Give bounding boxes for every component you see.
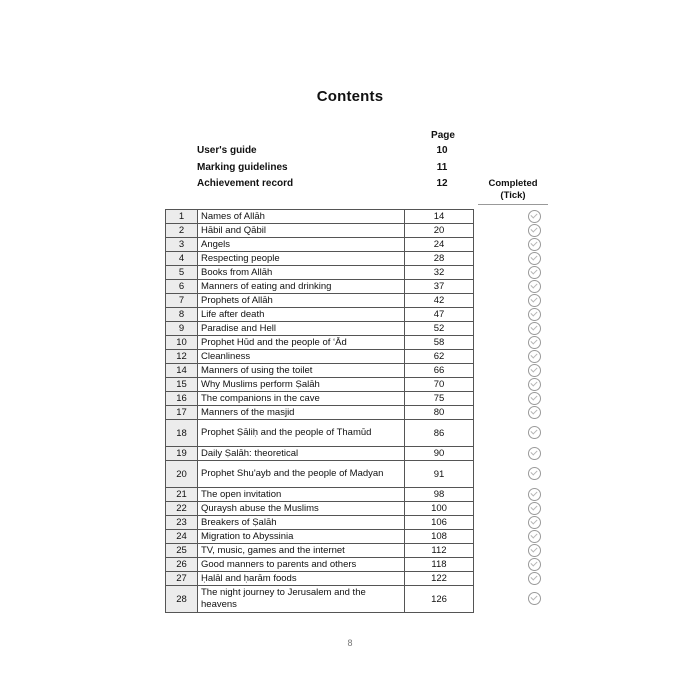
table-row	[166, 210, 565, 224]
table-row	[166, 530, 565, 544]
completed-cell	[474, 558, 565, 572]
lesson-title: Names of Allāh	[198, 210, 405, 224]
front-matter-page: 11	[436, 162, 448, 173]
checkmark-circle-icon[interactable]	[528, 238, 541, 251]
front-matter-label: User's guide	[197, 145, 257, 156]
table-row	[166, 336, 565, 350]
completed-cell	[474, 280, 565, 294]
lesson-title: Quraysh abuse the Muslims	[198, 502, 405, 516]
checkmark-circle-icon[interactable]	[528, 350, 541, 363]
front-matter-row	[197, 178, 467, 193]
contents-table	[165, 209, 565, 613]
checkmark-circle-icon[interactable]	[528, 426, 541, 439]
lesson-number: 1	[166, 210, 198, 224]
lesson-page: 98	[405, 488, 474, 502]
checkmark-circle-icon[interactable]	[528, 308, 541, 321]
checkmark-circle-icon[interactable]	[528, 592, 541, 605]
lesson-page: 20	[405, 224, 474, 238]
checkmark-circle-icon[interactable]	[528, 544, 541, 557]
front-matter-row	[197, 145, 467, 160]
lesson-page: 91	[405, 461, 474, 488]
lesson-page: 47	[405, 308, 474, 322]
lesson-number: 26	[166, 558, 198, 572]
lesson-title: Breakers of Ṣalāh	[198, 516, 405, 530]
checkmark-circle-icon[interactable]	[528, 406, 541, 419]
table-row	[166, 224, 565, 238]
lesson-number: 15	[166, 378, 198, 392]
lesson-number: 19	[166, 447, 198, 461]
completed-cell	[474, 392, 565, 406]
checkmark-circle-icon[interactable]	[528, 336, 541, 349]
front-matter-label: Marking guidelines	[197, 162, 288, 173]
table-row	[166, 350, 565, 364]
checkmark-circle-icon[interactable]	[528, 266, 541, 279]
lesson-title: Prophet Hūd and the people of ‘Ād	[198, 336, 405, 350]
lesson-page: 32	[405, 266, 474, 280]
lesson-title: Migration to Abyssinia	[198, 530, 405, 544]
lesson-number: 9	[166, 322, 198, 336]
lesson-page: 80	[405, 406, 474, 420]
table-row	[166, 516, 565, 530]
lesson-number: 3	[166, 238, 198, 252]
lesson-title: Cleanliness	[198, 350, 405, 364]
lesson-title: Hābil and Qābil	[198, 224, 405, 238]
lesson-number: 17	[166, 406, 198, 420]
checkmark-circle-icon[interactable]	[528, 224, 541, 237]
lesson-page: 100	[405, 502, 474, 516]
table-row	[166, 406, 565, 420]
completed-cell	[474, 294, 565, 308]
lesson-title: Prophet Shu'ayb and the people of Madyan	[198, 461, 405, 488]
checkmark-circle-icon[interactable]	[528, 210, 541, 223]
completed-cell	[474, 447, 565, 461]
lesson-page: 75	[405, 392, 474, 406]
lesson-page: 122	[405, 572, 474, 586]
checkmark-circle-icon[interactable]	[528, 488, 541, 501]
completed-cell	[474, 378, 565, 392]
completed-cell	[474, 530, 565, 544]
checkmark-circle-icon[interactable]	[528, 530, 541, 543]
lesson-number: 20	[166, 461, 198, 488]
checkmark-circle-icon[interactable]	[528, 294, 541, 307]
table-row	[166, 294, 565, 308]
table-row	[166, 461, 565, 488]
lesson-page: 108	[405, 530, 474, 544]
checkmark-circle-icon[interactable]	[528, 467, 541, 480]
lesson-number: 23	[166, 516, 198, 530]
page-title: Contents	[316, 88, 384, 105]
lesson-page: 24	[405, 238, 474, 252]
checkmark-circle-icon[interactable]	[528, 252, 541, 265]
completed-cell	[474, 224, 565, 238]
lesson-page: 106	[405, 516, 474, 530]
lesson-title: Prophets of Allāh	[198, 294, 405, 308]
completed-cell	[474, 544, 565, 558]
completed-cell	[474, 308, 565, 322]
lesson-title: The night journey to Jerusalem and the heavens	[198, 586, 405, 613]
completed-cell	[474, 322, 565, 336]
lesson-number: 4	[166, 252, 198, 266]
table-row	[166, 502, 565, 516]
lesson-title: Prophet Ṣāliḥ and the people of Thamūd	[198, 420, 405, 447]
completed-cell	[474, 364, 565, 378]
lesson-title: The companions in the cave	[198, 392, 405, 406]
lesson-title: The open invitation	[198, 488, 405, 502]
lesson-title: Books from Allāh	[198, 266, 405, 280]
completed-cell	[474, 406, 565, 420]
completed-cell	[474, 252, 565, 266]
completed-column-heading	[478, 178, 548, 202]
table-row	[166, 378, 565, 392]
checkmark-circle-icon[interactable]	[528, 364, 541, 377]
lesson-title: Manners of the masjid	[198, 406, 405, 420]
lesson-page: 112	[405, 544, 474, 558]
lesson-page: 14	[405, 210, 474, 224]
checkmark-circle-icon[interactable]	[528, 322, 541, 335]
table-row	[166, 252, 565, 266]
completed-cell	[474, 461, 565, 488]
lesson-title: Good manners to parents and others	[198, 558, 405, 572]
checkmark-circle-icon[interactable]	[528, 502, 541, 515]
lesson-number: 10	[166, 336, 198, 350]
lesson-number: 22	[166, 502, 198, 516]
checkmark-circle-icon[interactable]	[528, 378, 541, 391]
table-row	[166, 238, 565, 252]
lesson-number: 7	[166, 294, 198, 308]
lesson-title: Why Muslims perform Ṣalāh	[198, 378, 405, 392]
completed-cell	[474, 420, 565, 447]
table-row	[166, 364, 565, 378]
lesson-page: 37	[405, 280, 474, 294]
completed-cell	[474, 586, 565, 613]
lesson-page: 70	[405, 378, 474, 392]
lesson-title: Manners of eating and drinking	[198, 280, 405, 294]
completed-cell	[474, 238, 565, 252]
lesson-title: Respecting people	[198, 252, 405, 266]
table-row	[166, 266, 565, 280]
lesson-number: 28	[166, 586, 198, 613]
lesson-page: 66	[405, 364, 474, 378]
lesson-title: Daily Ṣalāh: theoretical	[198, 447, 405, 461]
completed-heading-text: Completed	[488, 178, 538, 189]
completed-heading-subtext: (Tick)	[500, 190, 526, 201]
lesson-page: 42	[405, 294, 474, 308]
lesson-page: 62	[405, 350, 474, 364]
table-row	[166, 322, 565, 336]
lesson-number: 21	[166, 488, 198, 502]
lesson-number: 25	[166, 544, 198, 558]
lesson-number: 24	[166, 530, 198, 544]
table-row	[166, 308, 565, 322]
lesson-number: 8	[166, 308, 198, 322]
lesson-title: Paradise and Hell	[198, 322, 405, 336]
table-row	[166, 280, 565, 294]
lesson-page: 118	[405, 558, 474, 572]
table-row	[166, 544, 565, 558]
lesson-title: Angels	[198, 238, 405, 252]
table-row	[166, 420, 565, 447]
completed-cell	[474, 210, 565, 224]
lesson-title: Ḥalāl and ḥarām foods	[198, 572, 405, 586]
checkmark-circle-icon[interactable]	[528, 392, 541, 405]
page-number: 8	[347, 638, 353, 648]
checkmark-circle-icon[interactable]	[528, 558, 541, 571]
front-matter-row	[197, 162, 467, 177]
completed-cell	[474, 266, 565, 280]
completed-cell	[474, 336, 565, 350]
checkmark-circle-icon[interactable]	[528, 572, 541, 585]
front-matter-page: 12	[436, 178, 448, 189]
completed-cell	[474, 502, 565, 516]
table-row	[166, 586, 565, 613]
table-row	[166, 392, 565, 406]
lesson-number: 27	[166, 572, 198, 586]
lesson-number: 12	[166, 350, 198, 364]
completed-cell	[474, 350, 565, 364]
lesson-number: 5	[166, 266, 198, 280]
lesson-number: 16	[166, 392, 198, 406]
table-row	[166, 558, 565, 572]
front-matter-page: 10	[436, 145, 448, 156]
lesson-number: 14	[166, 364, 198, 378]
checkmark-circle-icon[interactable]	[528, 516, 541, 529]
lesson-number: 18	[166, 420, 198, 447]
lesson-page: 58	[405, 336, 474, 350]
checkmark-circle-icon[interactable]	[528, 447, 541, 460]
table-row	[166, 447, 565, 461]
completed-cell	[474, 488, 565, 502]
page-column-heading: Page	[431, 130, 455, 141]
lesson-page: 86	[405, 420, 474, 447]
lesson-number: 6	[166, 280, 198, 294]
lesson-page: 52	[405, 322, 474, 336]
table-row	[166, 572, 565, 586]
lesson-page: 126	[405, 586, 474, 613]
lesson-title: Life after death	[198, 308, 405, 322]
lesson-page: 90	[405, 447, 474, 461]
lesson-number: 2	[166, 224, 198, 238]
checkmark-circle-icon[interactable]	[528, 280, 541, 293]
completed-cell	[474, 572, 565, 586]
lesson-title: TV, music, games and the internet	[198, 544, 405, 558]
table-row	[166, 488, 565, 502]
lesson-title: Manners of using the toilet	[198, 364, 405, 378]
front-matter-label: Achievement record	[197, 178, 294, 189]
completed-divider	[478, 204, 548, 205]
completed-cell	[474, 516, 565, 530]
lesson-page: 28	[405, 252, 474, 266]
